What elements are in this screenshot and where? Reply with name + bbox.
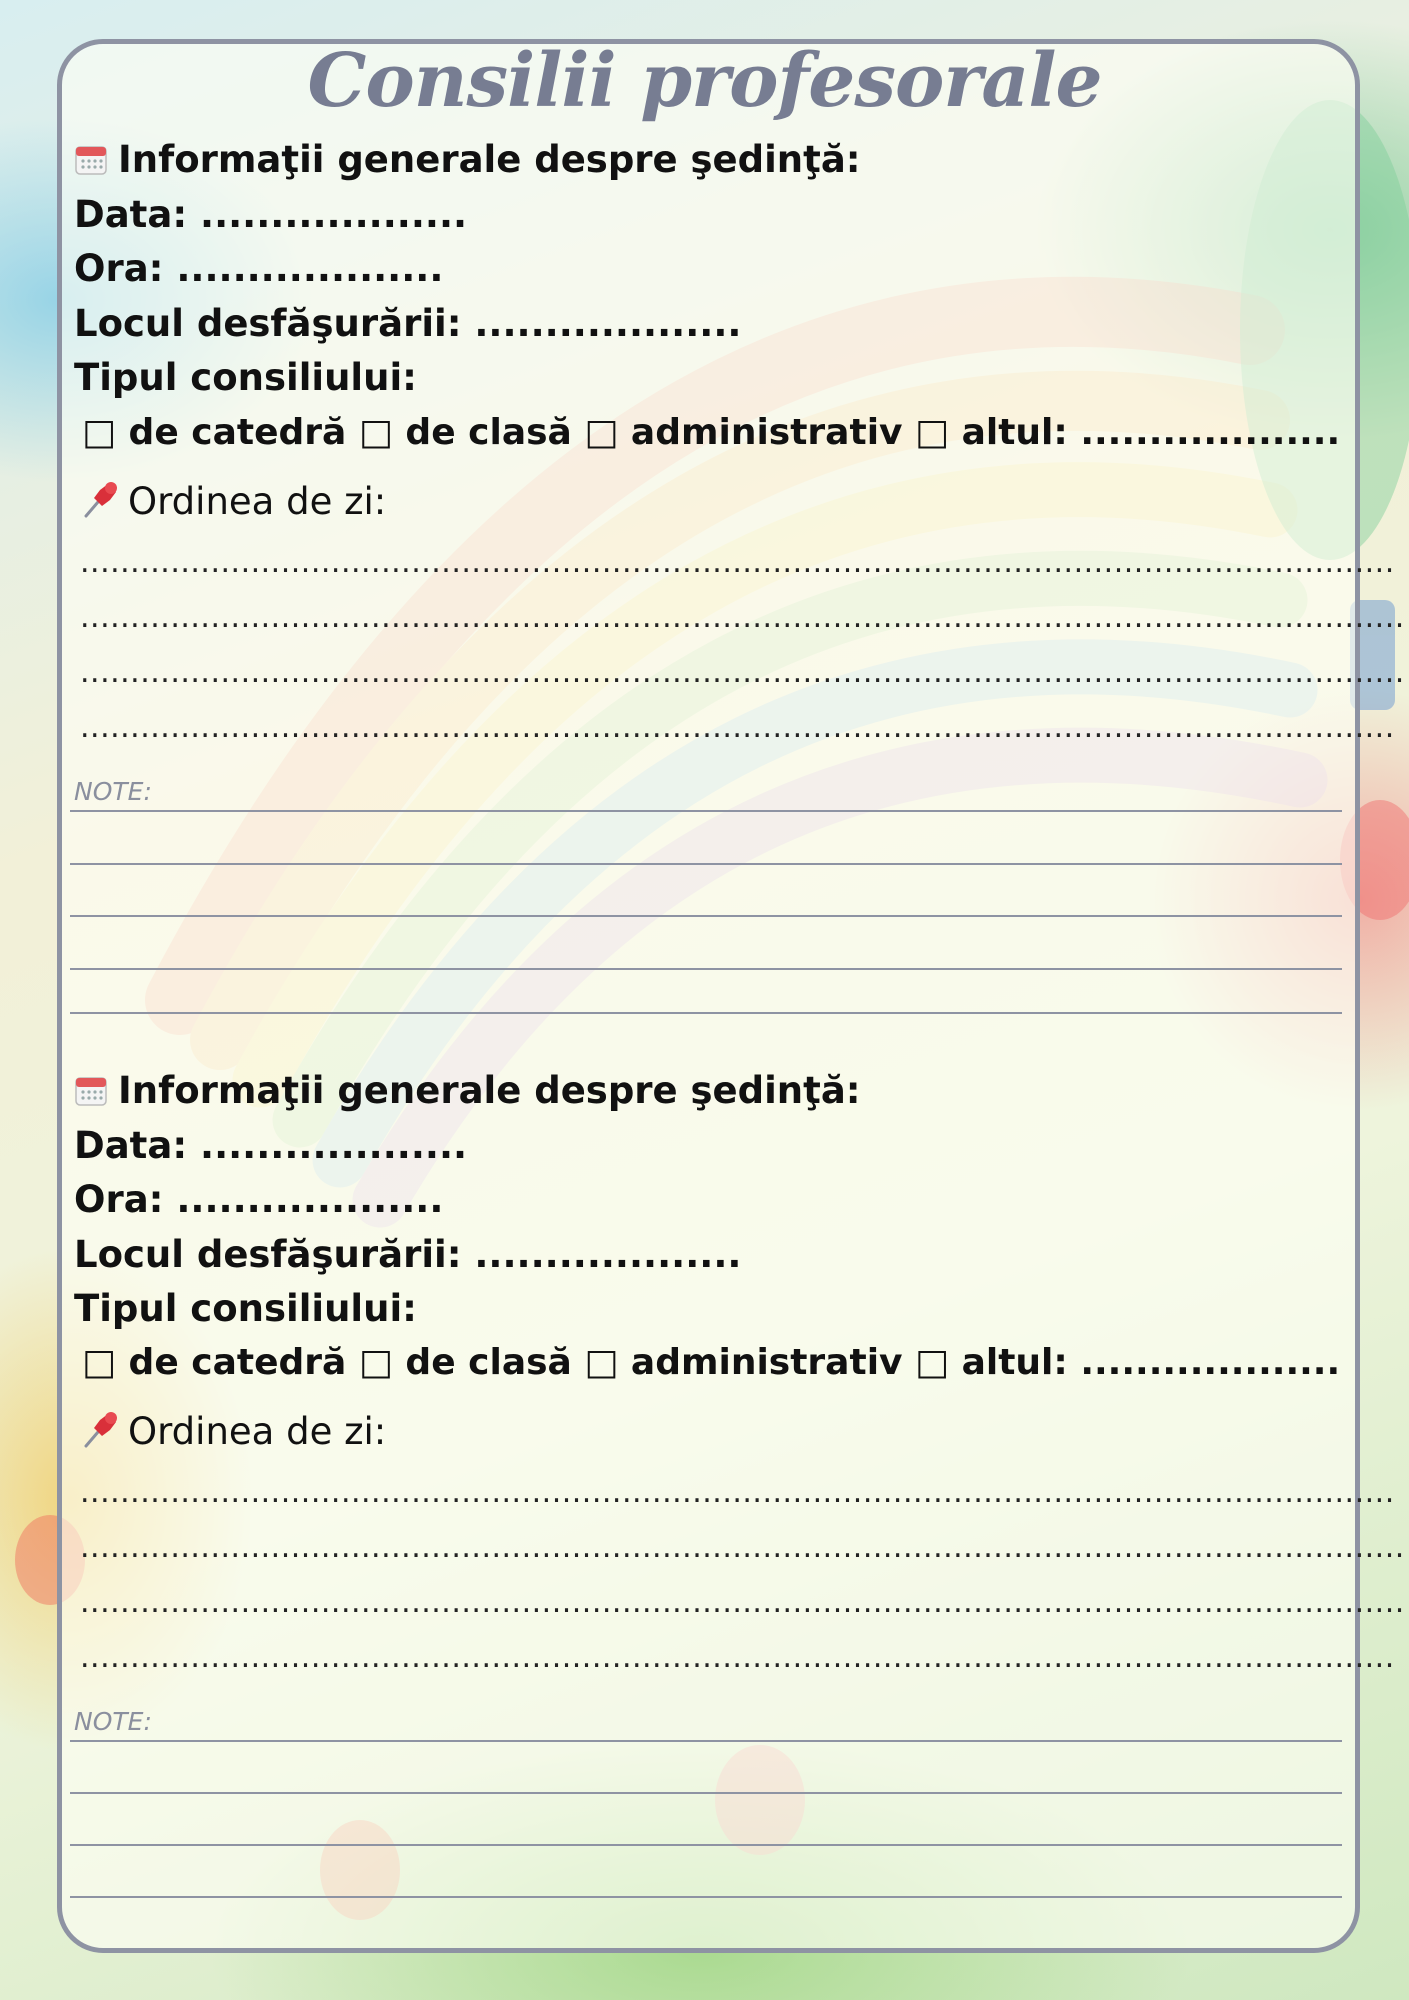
section-2-heading: Informaţii generale despre şedinţă: bbox=[118, 1069, 861, 1112]
section-2-agenda-line[interactable]: ................................................................................................................................... bbox=[80, 1475, 1395, 1510]
section-2-note-line[interactable] bbox=[70, 1844, 1342, 1846]
section-1-heading-row bbox=[74, 138, 861, 181]
section-1-note-line[interactable] bbox=[70, 915, 1342, 917]
section-1-ora-field[interactable]: Ora: ................... bbox=[74, 247, 444, 290]
section-2-tip-label: Tipul consiliului: bbox=[74, 1287, 417, 1330]
section-1-note-label: NOTE: bbox=[74, 777, 152, 806]
section-1-tip-label: Tipul consiliului: bbox=[74, 356, 417, 399]
calendar-icon bbox=[74, 1073, 108, 1107]
section-2-note-line[interactable] bbox=[70, 1740, 1342, 1742]
section-2-agenda-label: Ordinea de zi: bbox=[128, 1410, 387, 1453]
section-1-heading: Informaţii generale despre şedinţă: bbox=[118, 138, 861, 181]
calendar-icon bbox=[74, 142, 108, 176]
section-1-agenda-line[interactable]: .................................................................................................................................... bbox=[80, 600, 1405, 635]
section-2-note-line[interactable] bbox=[70, 1896, 1342, 1898]
pushpin-icon bbox=[80, 478, 122, 520]
section-1-note-line[interactable] bbox=[70, 968, 1342, 970]
page-title: Consilii profesorale bbox=[307, 38, 1102, 124]
section-1-note-line[interactable] bbox=[70, 863, 1342, 865]
section-2-note-line[interactable] bbox=[70, 1792, 1342, 1794]
section-2-locul-field[interactable]: Locul desfăşurării: ................... bbox=[74, 1233, 742, 1276]
section-2-note-label: NOTE: bbox=[74, 1707, 152, 1736]
section-1-data-field[interactable]: Data: ................... bbox=[74, 193, 468, 236]
pushpin-icon bbox=[80, 1408, 122, 1450]
section-2-data-field[interactable]: Data: ................... bbox=[74, 1124, 468, 1167]
section-1-agenda-row bbox=[80, 478, 386, 523]
section-1-options[interactable]: □ de catedră □ de clasă □ administrativ □ altul: ................... bbox=[82, 412, 1341, 453]
section-1-agenda-line[interactable]: ................................................................................................................................... bbox=[80, 545, 1395, 580]
section-1-agenda-label: Ordinea de zi: bbox=[128, 480, 387, 523]
section-2-ora-field[interactable]: Ora: ................... bbox=[74, 1178, 444, 1221]
section-2-agenda-line[interactable]: .................................................................................................................................... bbox=[80, 1585, 1405, 1620]
section-1-agenda-line[interactable]: ................................................................................................................................... bbox=[80, 710, 1395, 745]
section-2-agenda-line[interactable]: ................................................................................................................................... bbox=[80, 1640, 1395, 1675]
section-2-options[interactable]: □ de catedră □ de clasă □ administrativ □ altul: ................... bbox=[82, 1342, 1341, 1383]
section-1-note-line[interactable] bbox=[70, 1012, 1342, 1014]
section-2-heading-row bbox=[74, 1069, 861, 1112]
section-2-agenda-line[interactable]: .................................................................................................................................... bbox=[80, 1530, 1405, 1565]
section-1-note-line[interactable] bbox=[70, 810, 1342, 812]
section-1-locul-field[interactable]: Locul desfăşurării: ................... bbox=[74, 302, 742, 345]
section-2-agenda-row bbox=[80, 1408, 386, 1453]
section-1-agenda-line[interactable]: .................................................................................................................................... bbox=[80, 655, 1405, 690]
